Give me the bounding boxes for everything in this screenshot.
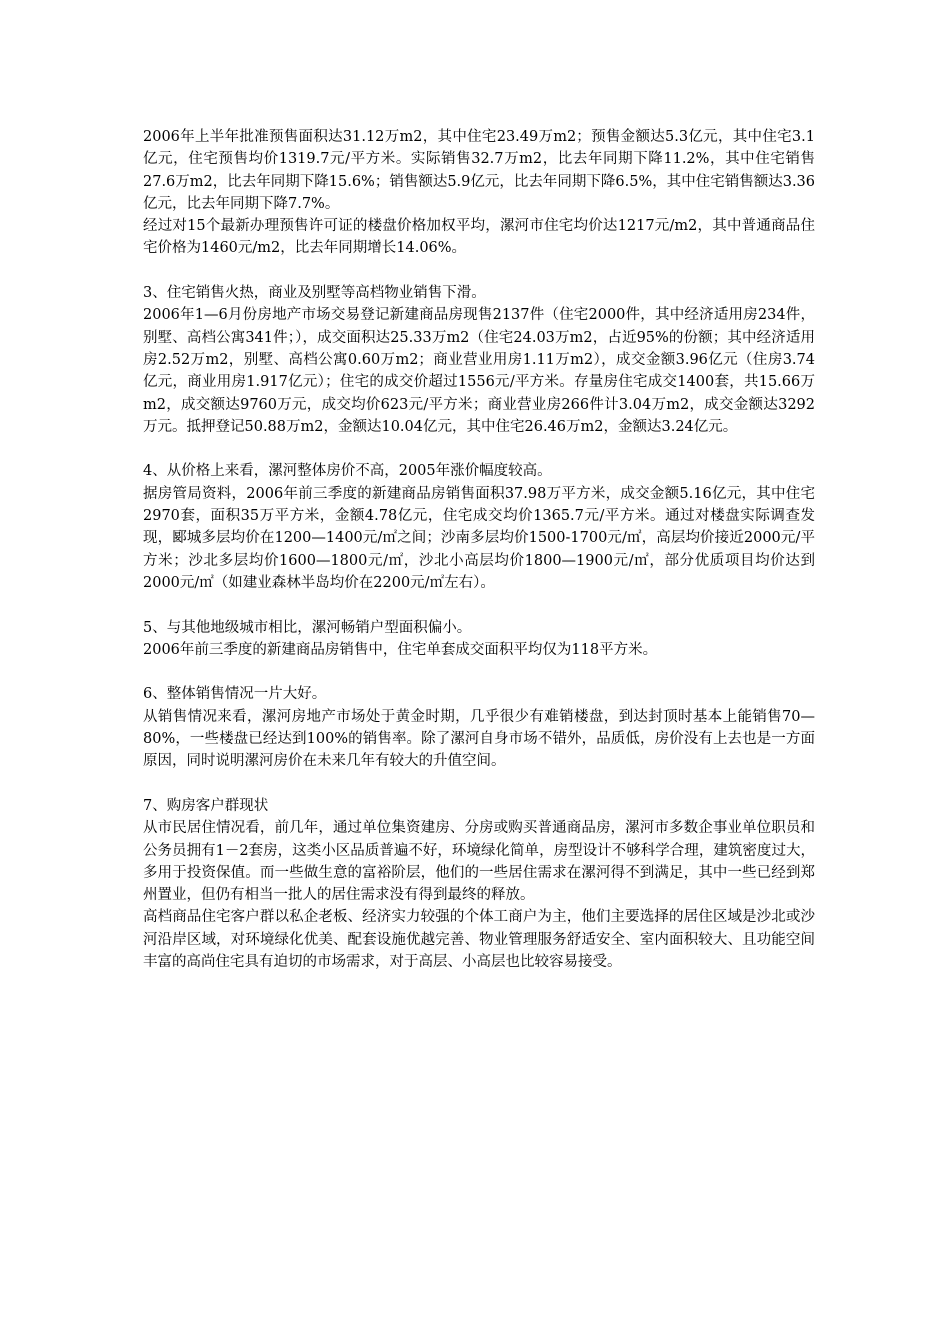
paragraph-transaction-stats: 2006年1—6月份房地产市场交易登记新建商品房现售2137件（住宅2000件，其中经济适用房234件，别墅、高档公寓341件；），成交面积达25.33万m2（住宅24.03万m2，占近95%的份额；其中经济适用房2.52万m2，别墅、高档公寓0.60万m2；商业营业用房1.11万m2），成交金额3.96亿元（住房3.74亿元，商业用房1.917亿元）；住宅的成交价超过1556元/平方米。存量房住宅成交1400套，共15.66万m2，成交额达9760万元，成交均价623元/平方米；商业营业房266件计3.04万m2，成交金额达3292万元。抵押登记50.88万m2，金额达10.04亿元，其中住宅26.46万m2，金额达3.24亿元。	[143, 307, 815, 435]
paragraph-average-price: 经过对15个最新办理预售许可证的楼盘价格加权平均，漯河市住宅均价达1217元/m2，其中普通商品住宅价格为1460元/m2，比去年同期增长14.06%。	[143, 218, 815, 257]
paragraph-high-end-buyers: 高档商品住宅客户群以私企老板、经济实力较强的个体工商户为主，他们主要选择的居住区域是沙北或沙河沿岸区域，对环境绿化优美、配套设施优越完善、物业管理服务舒适安全、室内面积较大、且功能空间丰富的高尚住宅具有迫切的市场需求，对于高层、小高层也比较容易接受。	[143, 909, 815, 970]
paragraph-gap	[143, 260, 815, 282]
paragraph-price-survey: 据房管局资料，2006年前三季度的新建商品房销售面积37.98万平方米，成交金额5.16亿元，其中住宅2970套，面积35万平方米，金额4.78亿元，住宅成交均价1365.7元/平方米。通过对楼盘实际调查发现，郾城多层均价在1200—1400元/㎡之间；沙南多层均价1500-1700元/㎡，高层均价接近2000元/平方米；沙北多层均价1600—1800元/㎡，沙北小高层均价1800—1900元/㎡，部分优质项目均价达到2000元/㎡（如建业森林半岛均价在2200元/㎡左右）。	[143, 485, 815, 591]
heading-section-3: 3、住宅销售火热，商业及别墅等高档物业销售下滑。	[143, 285, 486, 302]
paragraph-resident-housing: 从市民居住情况看，前几年，通过单位集资建房、分房或购买普通商品房，漯河市多数企事业单位职员和公务员拥有1－2套房，这类小区品质普遍不好，环境绿化简单，房型设计不够科学合理，建筑密度过大，多用于投资保值。而一些做生意的富裕阶层，他们的一些居住需求在漯河得不到满足，其中一些已经到郑州置业，但仍有相当一批人的居住需求没有得到最终的释放。	[143, 820, 815, 904]
heading-section-5: 5、与其他地级城市相比，漯河畅销户型面积偏小。	[143, 619, 472, 636]
paragraph-presale-stats: 2006年上半年批准预售面积达31.12万m2，其中住宅23.49万m2；预售金额达5.3亿元，其中住宅3.1亿元，住宅预售均价1319.7元/平方米。实际销售32.7万m2，比去年同期下降11.2%，其中住宅销售27.6万m2，比去年同期下降15.6%；销售额达5.9亿元，比去年同期下降6.5%，其中住宅销售额达3.36亿元，比去年同期下降7.7%。	[143, 129, 816, 212]
document-body	[143, 126, 815, 973]
heading-section-7: 7、购房客户群现状	[143, 797, 269, 814]
paragraph-gap	[143, 438, 815, 460]
paragraph-gap	[143, 773, 815, 795]
paragraph-sales-outlook: 从销售情况来看，漯河房地产市场处于黄金时期，几乎很少有难销楼盘，到达封顶时基本上能销售70—80%，一些楼盘已经达到100%的销售率。除了漯河自身市场不错外，品质低，房价没有上去也是一方面原因，同时说明漯河房价在未来几年有较大的升值空间。	[143, 708, 815, 770]
heading-section-6: 6、整体销售情况一片大好。	[143, 686, 327, 703]
paragraph-gap	[143, 661, 815, 683]
paragraph-unit-size: 2006年前三季度的新建商品房销售中，住宅单套成交面积平均仅为118平方米。	[143, 641, 658, 658]
heading-section-4: 4、从价格上来看，漯河整体房价不高，2005年涨价幅度较高。	[143, 463, 552, 480]
paragraph-gap	[143, 594, 815, 616]
